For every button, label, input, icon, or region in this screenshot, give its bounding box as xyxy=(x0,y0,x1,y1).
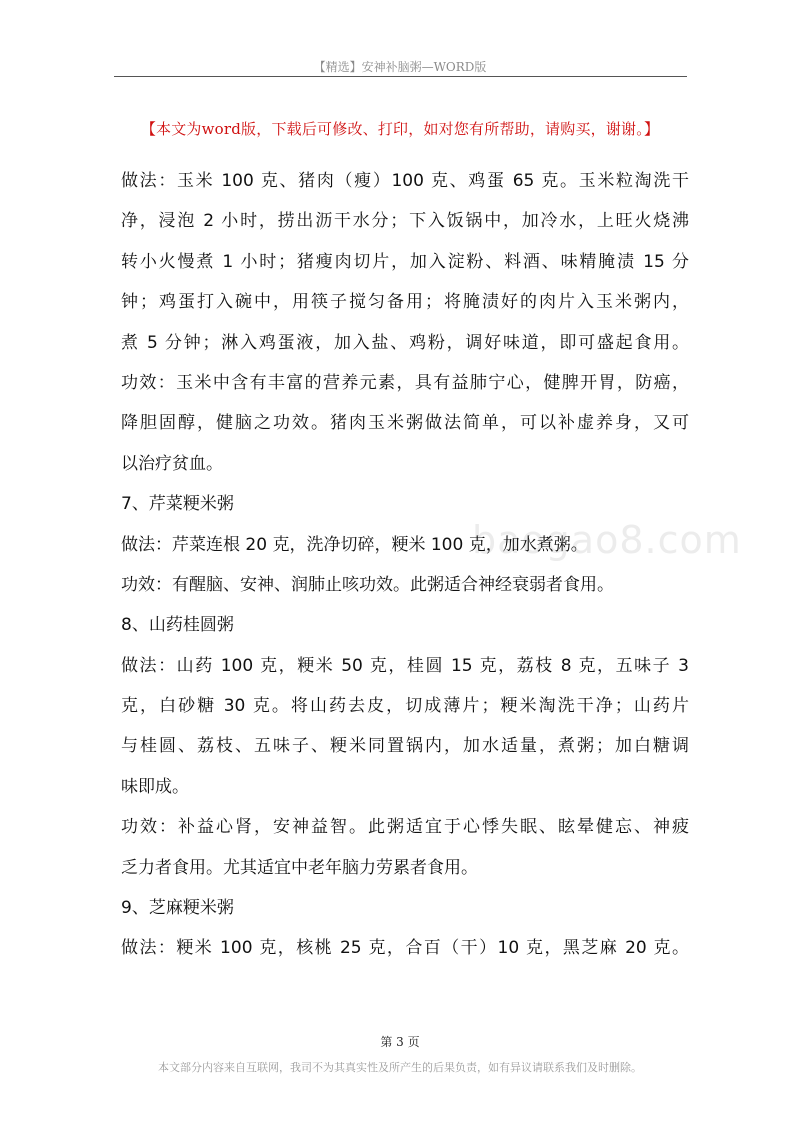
body-line: 味即成。 xyxy=(121,776,189,797)
body-line: 降胆固醇，健脑之功效。猪肉玉米粥做法简单，可以补虚养身，又可 xyxy=(121,413,689,434)
header-title: 【精选】安神补脑粥—WORD版 xyxy=(313,60,487,74)
body-line: 克，白砂糖 30 克。将山药去皮，切成薄片；粳米淘洗干净；山药片 xyxy=(121,696,689,717)
body-line: 做法：山药 100 克，粳米 50 克，桂圆 15 克，荔枝 8 克，五味子 3 xyxy=(121,655,689,676)
body-line: 与桂圆、荔枝、五味子、粳米同置锅内，加水适量，煮粥；加白糖调 xyxy=(121,736,689,757)
body-line: 做法：芹菜连根 20 克，洗净切碎，粳米 100 克，加水煮粥。 xyxy=(121,534,588,555)
document-body xyxy=(121,161,689,969)
body-line: 做法：玉米 100 克、猪肉（瘦）100 克、鸡蛋 65 克。玉米粒淘洗干 xyxy=(121,171,689,191)
header-divider xyxy=(114,76,687,77)
body-line: 功效：玉米中含有丰富的营养元素，具有益肺宁心，健脾开胃，防癌， xyxy=(121,372,689,393)
download-notice: 【本文为word版，下载后可修改、打印，如对您有所帮助，请购买，谢谢。】 xyxy=(140,120,660,138)
body-line: 钟；鸡蛋打入碗中，用筷子搅匀备用；将腌渍好的肉片入玉米粥内， xyxy=(121,292,689,313)
section-heading: 7、芹菜粳米粥 xyxy=(121,494,234,515)
body-line: 煮 5 分钟；淋入鸡蛋液，加入盐、鸡粉，调好味道，即可盛起食用。 xyxy=(121,332,689,353)
page-number: 第 3 页 xyxy=(380,1035,420,1049)
body-line: 功效：补益心肾，安神益智。此粥适宜于心悸失眠、眩晕健忘、神疲 xyxy=(121,817,689,838)
body-line: 以治疗贫血。 xyxy=(121,453,223,474)
section-heading: 9、芝麻粳米粥 xyxy=(121,898,234,919)
watermark: baogao8.com xyxy=(472,518,742,562)
section-heading: 8、山药桂圆粥 xyxy=(121,615,234,636)
body-line: 做法：粳米 100 克，核桃 25 克，合百（干）10 克，黑芝麻 20 克。 xyxy=(121,938,689,959)
body-line: 乏力者食用。尤其适宜中老年脑力劳累者食用。 xyxy=(121,857,478,878)
body-line: 转小火慢煮 1 小时；猪瘦肉切片，加入淀粉、料酒、味精腌渍 15 分 xyxy=(121,251,689,272)
body-line: 功效：有醒脑、安神、润肺止咳功效。此粥适合神经衰弱者食用。 xyxy=(121,574,614,595)
footer-disclaimer: 本文部分内容来自互联网，我司不为其真实性及所产生的后果负责，如有异议请联系我们及时删除。 xyxy=(158,1061,642,1074)
body-line: 净，浸泡 2 小时，捞出沥干水分；下入饭锅中，加冷水，上旺火烧沸 xyxy=(121,211,689,232)
